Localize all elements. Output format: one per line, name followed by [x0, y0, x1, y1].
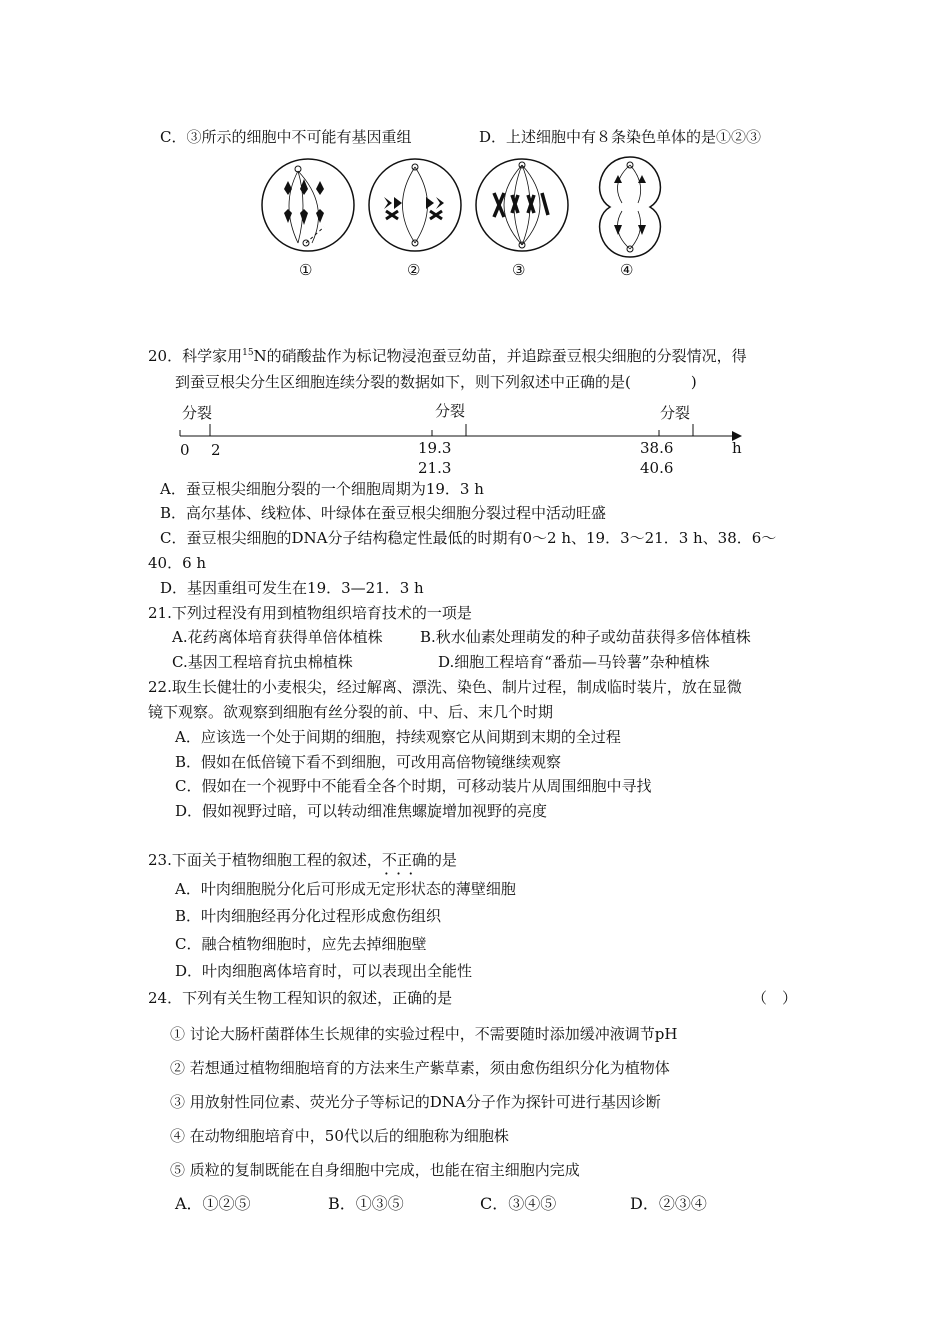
q23-option-d: D．叶肉细胞离体培育时，可以表现出全能性: [175, 962, 473, 980]
timeline-unit: h: [732, 439, 742, 457]
q21-option-d: D.细胞工程培育“番茄—马铃薯”杂种植株: [438, 653, 710, 671]
q21-option-a: A.花药离体培育获得单倍体植株: [172, 628, 383, 646]
timeline-tick-21-3: 21.3: [418, 459, 452, 477]
q24-option-d: D．②③④: [630, 1194, 707, 1213]
emphasis-text: 不正确 · · ·: [382, 851, 427, 869]
timeline-tick-2: 2: [211, 441, 221, 459]
q24-option-a: A．①②⑤: [175, 1194, 251, 1213]
q24-item-3: ③ 用放射性同位素、荧光分子等标记的DNA分子作为探针可进行基因诊断: [170, 1093, 661, 1111]
q23-option-b: B．叶肉细胞经再分化过程形成愈伤组织: [175, 907, 442, 925]
q22-option-c: C．假如在一个视野中不能看全各个时期，可移动装片从周围细胞中寻找: [175, 777, 652, 795]
timeline-label-1: 分裂: [182, 404, 213, 422]
q22-option-a: A．应该选一个处于间期的细胞，持续观察它从间期到末期的全过程: [175, 728, 621, 746]
cell-diagram-3: [476, 159, 568, 251]
q24-answer-bracket: （ ）: [752, 989, 798, 1007]
q24-item-5: ⑤ 质粒的复制既能在自身细胞中完成，也能在宿主细胞内完成: [170, 1161, 580, 1179]
q20-option-d: D．基因重组可发生在19．3—21．3 h: [160, 579, 424, 597]
q21-stem: 21.下列过程没有用到植物组织培育技术的一项是: [148, 604, 472, 622]
q20-option-c-line1: C．蚕豆根尖细胞的DNA分子结构稳定性最低的时期有0～2 h、19．3～21．3 h、38．6～: [160, 529, 777, 547]
cell-diagram-2: [369, 159, 461, 251]
q19-option-d: D．上述细胞中有８条染色单体的是①②③: [479, 128, 762, 146]
q24-item-2: ② 若想通过植物细胞培育的方法来生产紫草素，须由愈伤组织分化为植物体: [170, 1059, 670, 1077]
q23-option-a: A．叶肉细胞脱分化后可形成无定形状态的薄壁细胞: [175, 880, 516, 898]
figure-label-4: ④: [620, 261, 634, 279]
q22-option-b: B．假如在低倍镜下看不到细胞，可改用高倍物镜继续观察: [175, 753, 562, 771]
timeline-tick-40-6: 40.6: [640, 459, 674, 477]
q20-stem-line2: 到蚕豆根尖分生区细胞连续分裂的数据如下，则下列叙述中正确的是( ): [175, 373, 697, 391]
q20-stem-line1: 20．科学家用$^{15}$N的硝酸盐作为标记物浸泡蚕豆幼苗，并追踪蚕豆根尖细胞的分裂情况，得: [148, 347, 747, 365]
q24-option-b: B．①③⑤: [328, 1194, 404, 1213]
q20-option-c-line2: 40．6 h: [148, 554, 207, 572]
q22-option-d: D．假如视野过暗，可以转动细准焦螺旋增加视野的亮度: [175, 802, 548, 820]
q23-stem: 23.下面关于植物细胞工程的叙述，不正确 · · ·的是: [148, 850, 457, 870]
timeline-tick-0: 0: [180, 441, 190, 459]
q22-stem-line2: 镜下观察。欲观察到细胞有丝分裂的前、中、后、末几个时期: [148, 703, 554, 721]
q19-option-c: C．③所示的细胞中不可能有基因重组: [160, 128, 412, 146]
q20-option-a: A．蚕豆根尖细胞分裂的一个细胞周期为19．3 h: [160, 480, 484, 498]
q24-stem: 24．下列有关生物工程知识的叙述，正确的是: [148, 989, 453, 1007]
figure-label-2: ②: [407, 261, 421, 279]
q22-stem-line1: 22.取生长健壮的小麦根尖，经过解离、漂洗、染色、制片过程，制成临时装片，放在显微: [148, 678, 742, 696]
timeline-label-3: 分裂: [660, 404, 691, 422]
q21-option-b: B.秋水仙素处理萌发的种子或幼苗获得多倍体植株: [420, 628, 751, 646]
timeline-tick-38-6: 38.6: [640, 439, 674, 457]
cell-diagram-4: [600, 157, 661, 257]
q24-item-1: ① 讨论大肠杆菌群体生长规律的实验过程中，不需要随时添加缓冲液调节pH: [170, 1025, 678, 1043]
figure-label-1: ①: [299, 261, 313, 279]
q23-option-c: C．融合植物细胞时，应先去掉细胞壁: [175, 935, 427, 953]
timeline-label-2: 分裂: [435, 402, 466, 420]
superscript: 15: [242, 348, 254, 358]
timeline-tick-19-3: 19.3: [418, 439, 452, 457]
q24-option-c: C．③④⑤: [480, 1194, 557, 1213]
q21-option-c: C.基因工程培育抗虫棉植株: [172, 653, 353, 671]
cell-division-figure: [250, 155, 680, 285]
q20-option-b: B．高尔基体、线粒体、叶绿体在蚕豆根尖细胞分裂过程中活动旺盛: [160, 504, 607, 522]
q24-item-4: ④ 在动物细胞培育中，50代以后的细胞称为细胞株: [170, 1127, 509, 1145]
cell-diagram-1: [262, 159, 354, 251]
figure-label-3: ③: [512, 261, 526, 279]
